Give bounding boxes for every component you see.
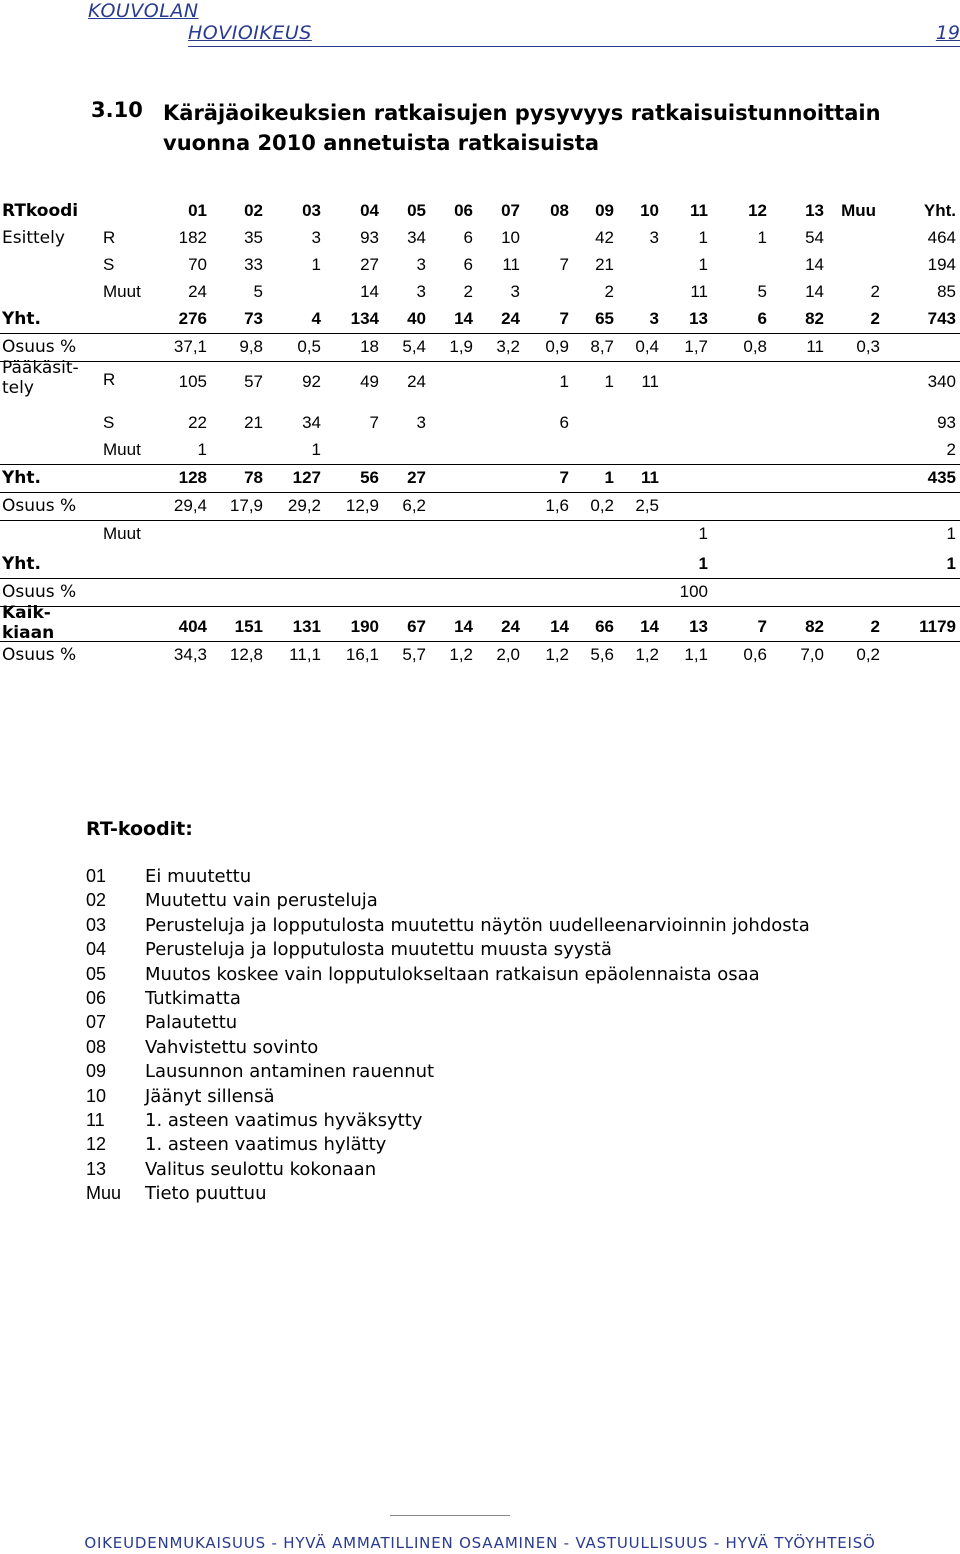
column-header: 12 bbox=[748, 201, 767, 220]
table-cell: 34 bbox=[302, 413, 321, 432]
column-header: 01 bbox=[188, 201, 207, 220]
column-header: 10 bbox=[640, 201, 659, 220]
legend-text: Perusteluja ja lopputulosta muutettu näytön uudelleenarvioinnin johdosta bbox=[145, 914, 810, 936]
table-cell: 0,2 bbox=[856, 645, 880, 664]
legend-text: Vahvistettu sovinto bbox=[145, 1036, 319, 1058]
footer-motto: OIKEUDENMUKAISUUS - HYVÄ AMMATILLINEN OSAAMINEN - VASTUULLISUUS - HYVÄ TYÖYHTEISÖ bbox=[84, 1534, 876, 1552]
table-row bbox=[0, 306, 960, 334]
row-sublabel: S bbox=[103, 255, 115, 274]
row-label: Osuus % bbox=[2, 645, 77, 665]
table-cell: 1 bbox=[604, 372, 614, 391]
table-cell: 3 bbox=[649, 309, 659, 328]
header-rule bbox=[188, 46, 960, 47]
table-row bbox=[0, 603, 960, 643]
table-cell: 5,6 bbox=[590, 645, 614, 664]
row-label: Esittely bbox=[2, 228, 65, 248]
table-cell: 27 bbox=[360, 255, 379, 274]
table-cell: 10 bbox=[501, 228, 520, 247]
table-cell: 127 bbox=[292, 468, 321, 487]
table-cell: 3 bbox=[416, 282, 426, 301]
table-cell: 100 bbox=[679, 582, 708, 601]
table-cell: 65 bbox=[595, 309, 614, 328]
table-cell: 105 bbox=[178, 372, 207, 391]
table-cell: 128 bbox=[178, 468, 207, 487]
table-cell: 0,5 bbox=[297, 337, 321, 356]
table-cell: 190 bbox=[350, 617, 379, 636]
legend-text: Ei muutettu bbox=[145, 866, 252, 887]
footer-rule bbox=[390, 1515, 510, 1516]
table-cell: 5,7 bbox=[402, 645, 426, 664]
stability-table bbox=[0, 198, 960, 669]
table-cell: 16,1 bbox=[345, 645, 379, 664]
legend-item bbox=[86, 1183, 810, 1207]
table-cell: 27 bbox=[407, 468, 426, 487]
table-cell: 0,2 bbox=[590, 496, 614, 515]
table-cell: 1179 bbox=[919, 617, 956, 636]
table-cell: 1 bbox=[946, 524, 956, 543]
table-row bbox=[0, 437, 960, 465]
table-cell: 1 bbox=[698, 524, 708, 543]
table-cell: 18 bbox=[360, 337, 379, 356]
table-cell: 435 bbox=[927, 468, 956, 487]
table-cell: 3 bbox=[649, 228, 659, 247]
table-row bbox=[0, 252, 960, 279]
header-org: KOUVOLAN bbox=[88, 0, 199, 22]
table-cell: 14 bbox=[805, 282, 824, 301]
table-cell: 2,0 bbox=[496, 645, 520, 664]
legend-text: Palautettu bbox=[145, 1012, 238, 1034]
legend-code: 03 bbox=[86, 914, 107, 935]
column-header: Yht. bbox=[923, 201, 956, 220]
column-header: 05 bbox=[407, 201, 426, 220]
table-cell: 1 bbox=[698, 255, 708, 274]
legend-code: 13 bbox=[86, 1158, 107, 1179]
legend-item bbox=[86, 915, 810, 939]
table-cell: 70 bbox=[188, 255, 207, 274]
table-cell: 54 bbox=[805, 228, 824, 247]
table-cell: 2 bbox=[870, 282, 880, 301]
table-cell: 5,4 bbox=[402, 337, 426, 356]
table-cell: 92 bbox=[302, 372, 321, 391]
table-cell: 0,6 bbox=[743, 645, 767, 664]
table-cell: 6 bbox=[463, 255, 473, 274]
column-header: 11 bbox=[690, 201, 708, 220]
row-label: Osuus % bbox=[2, 582, 77, 602]
legend-text: Perusteluja ja lopputulosta muutettu muusta syystä bbox=[145, 939, 612, 961]
table-cell: 57 bbox=[244, 372, 263, 391]
table-cell: 82 bbox=[805, 617, 824, 636]
table-header-row bbox=[0, 198, 960, 225]
row-label: Yht. bbox=[2, 468, 41, 488]
legend-text: Muutos koskee vain lopputulokseltaan ratkaisun epäolennaista osaa bbox=[145, 963, 760, 985]
table-cell: 42 bbox=[595, 228, 614, 247]
section-title: Käräjäoikeuksien ratkaisujen pysyvyys ratkaisuistunnoittain vuonna 2010 annetuista ratkaisuista bbox=[163, 101, 881, 155]
table-cell: 134 bbox=[350, 309, 379, 328]
table-cell: 85 bbox=[937, 282, 956, 301]
row-sublabel: S bbox=[103, 413, 115, 432]
legend-item bbox=[86, 1110, 810, 1134]
table-row bbox=[0, 579, 960, 607]
table-cell: 743 bbox=[927, 309, 956, 328]
table-cell: 9,8 bbox=[239, 337, 263, 356]
table-cell: 14 bbox=[454, 309, 473, 328]
section-number: 3.10 bbox=[91, 98, 143, 122]
table-cell: 11 bbox=[641, 372, 659, 391]
table-cell: 78 bbox=[244, 468, 263, 487]
legend-text: 1. asteen vaatimus hyväksytty bbox=[145, 1109, 423, 1131]
table-cell: 1 bbox=[311, 255, 321, 274]
table-cell: 7 bbox=[559, 468, 569, 487]
row-label: Yht. bbox=[2, 554, 41, 574]
row-sublabel: Muut bbox=[103, 524, 141, 543]
legend-code: 06 bbox=[86, 987, 107, 1008]
table-cell: 1 bbox=[197, 440, 207, 459]
table-cell: 11 bbox=[806, 337, 824, 356]
table-cell: 14 bbox=[640, 617, 659, 636]
table-cell: 340 bbox=[927, 372, 956, 391]
table-cell: 194 bbox=[927, 255, 956, 274]
legend-item bbox=[86, 1061, 810, 1085]
table-cell: 22 bbox=[188, 413, 207, 432]
column-header: 08 bbox=[550, 201, 569, 220]
table-cell: 0,4 bbox=[635, 337, 659, 356]
table-cell: 34,3 bbox=[173, 645, 207, 664]
table-cell: 33 bbox=[244, 255, 263, 274]
table-cell: 0,3 bbox=[856, 337, 880, 356]
legend bbox=[86, 818, 810, 1207]
table-cell: 14 bbox=[454, 617, 473, 636]
table-cell: 56 bbox=[360, 468, 379, 487]
legend-item bbox=[86, 1134, 810, 1158]
table-cell: 93 bbox=[360, 228, 379, 247]
table-cell: 1,2 bbox=[545, 645, 569, 664]
row-label: Kaik-kiaan bbox=[2, 603, 55, 643]
table-cell: 24 bbox=[407, 372, 426, 391]
column-header: 02 bbox=[244, 201, 263, 220]
table-cell: 182 bbox=[178, 228, 207, 247]
table-row bbox=[0, 465, 960, 493]
legend-code: 02 bbox=[86, 890, 107, 911]
table-row bbox=[0, 410, 960, 437]
legend-item bbox=[86, 1086, 810, 1110]
table-cell: 7 bbox=[757, 617, 767, 636]
table-cell: 21 bbox=[244, 413, 263, 432]
legend-text: 1. asteen vaatimus hylätty bbox=[145, 1134, 387, 1156]
legend-text: Valitus seulottu kokonaan bbox=[145, 1158, 377, 1180]
column-header: 03 bbox=[302, 201, 321, 220]
table-row bbox=[0, 279, 960, 306]
table-cell: 11 bbox=[502, 255, 520, 274]
legend-item bbox=[86, 964, 810, 988]
table-cell: 5 bbox=[253, 282, 263, 301]
column-header: 06 bbox=[454, 201, 473, 220]
table-row bbox=[0, 334, 960, 362]
table-cell: 1 bbox=[311, 440, 321, 459]
legend-code: 08 bbox=[86, 1036, 107, 1057]
legend-item bbox=[86, 988, 810, 1012]
table-cell: 1 bbox=[757, 228, 767, 247]
table-cell: 4 bbox=[311, 309, 321, 328]
legend-code: 12 bbox=[86, 1134, 107, 1155]
table-cell: 29,2 bbox=[287, 496, 321, 515]
legend-item bbox=[86, 1159, 810, 1183]
legend-text: Jäänyt sillensä bbox=[145, 1085, 275, 1107]
table-cell: 1,2 bbox=[449, 645, 473, 664]
legend-item bbox=[86, 1037, 810, 1061]
legend-item bbox=[86, 939, 810, 963]
legend-code: 05 bbox=[86, 963, 107, 984]
table-cell: 24 bbox=[501, 309, 520, 328]
table-cell: 3 bbox=[416, 255, 426, 274]
table-cell: 3 bbox=[510, 282, 520, 301]
table-cell: 73 bbox=[244, 309, 263, 328]
table-cell: 2 bbox=[870, 309, 880, 328]
table-cell: 37,1 bbox=[173, 337, 207, 356]
table-cell: 0,8 bbox=[743, 337, 767, 356]
legend-code: 01 bbox=[86, 866, 107, 886]
table-cell: 11,1 bbox=[289, 645, 321, 664]
table-cell: 7 bbox=[559, 309, 569, 328]
column-header: 09 bbox=[595, 201, 614, 220]
table-cell: 6 bbox=[559, 413, 569, 432]
table-row bbox=[0, 225, 960, 252]
row-label: Osuus % bbox=[2, 496, 77, 516]
table-cell: 14 bbox=[360, 282, 379, 301]
table-cell: 29,4 bbox=[173, 496, 207, 515]
table-row bbox=[0, 642, 960, 669]
legend-code: Muu bbox=[86, 1183, 122, 1204]
table-cell: 1 bbox=[946, 554, 956, 573]
row-sublabel: Muut bbox=[103, 282, 141, 301]
column-header: 04 bbox=[360, 201, 379, 220]
table-cell: 3 bbox=[416, 413, 426, 432]
column-header: 07 bbox=[501, 201, 520, 220]
table-cell: 24 bbox=[501, 617, 520, 636]
table-cell: 6 bbox=[463, 228, 473, 247]
table-cell: 8,7 bbox=[590, 337, 614, 356]
table-cell: 131 bbox=[292, 617, 321, 636]
table-row bbox=[0, 551, 960, 579]
header-court: HOVIOIKEUS bbox=[188, 22, 312, 44]
legend-text: Lausunnon antaminen rauennut bbox=[145, 1061, 435, 1083]
legend-item bbox=[86, 890, 810, 914]
table-cell: 14 bbox=[550, 617, 569, 636]
column-header: 13 bbox=[805, 201, 824, 220]
table-cell: 1 bbox=[698, 228, 708, 247]
legend-item bbox=[86, 1012, 810, 1036]
legend-item bbox=[86, 866, 810, 890]
legend-code: 10 bbox=[86, 1085, 107, 1106]
table-cell: 1 bbox=[604, 468, 614, 487]
table-cell: 49 bbox=[360, 372, 379, 391]
legend-text: Muutettu vain perusteluja bbox=[145, 890, 378, 912]
table-cell: 1,1 bbox=[684, 645, 708, 664]
table-cell: 2 bbox=[463, 282, 473, 301]
table-cell: 11 bbox=[690, 282, 708, 301]
table-cell: 464 bbox=[927, 228, 956, 247]
column-header: RTkoodi bbox=[2, 201, 79, 221]
table-cell: 1,6 bbox=[545, 496, 569, 515]
table-row bbox=[0, 358, 960, 410]
legend-text: Tieto puuttuu bbox=[145, 1183, 267, 1205]
legend-code: 07 bbox=[86, 1012, 107, 1033]
table-cell: 12,8 bbox=[229, 645, 263, 664]
table-cell: 2 bbox=[870, 617, 880, 636]
table-row bbox=[0, 493, 960, 521]
table-cell: 2 bbox=[946, 440, 956, 459]
table-cell: 0,9 bbox=[545, 337, 569, 356]
column-header: Muu bbox=[841, 201, 876, 220]
table-cell: 6,2 bbox=[402, 496, 426, 515]
table-cell: 11 bbox=[641, 468, 659, 487]
row-sublabel: R bbox=[103, 370, 116, 389]
table-cell: 7,0 bbox=[800, 645, 824, 664]
table-cell: 1,7 bbox=[684, 337, 708, 356]
table-cell: 2,5 bbox=[635, 496, 659, 515]
table-cell: 6 bbox=[757, 309, 767, 328]
table-cell: 1 bbox=[698, 554, 708, 573]
table-cell: 1 bbox=[559, 372, 569, 391]
table-cell: 14 bbox=[805, 255, 824, 274]
table-cell: 17,9 bbox=[229, 496, 263, 515]
table-cell: 13 bbox=[689, 617, 708, 636]
row-sublabel: Muut bbox=[103, 440, 141, 459]
table-cell: 93 bbox=[937, 413, 956, 432]
row-sublabel: R bbox=[103, 228, 116, 247]
table-cell: 24 bbox=[188, 282, 207, 301]
table-cell: 7 bbox=[369, 413, 379, 432]
table-cell: 7 bbox=[559, 255, 569, 274]
table-cell: 34 bbox=[407, 228, 426, 247]
row-label: Pääkäsit-tely bbox=[2, 358, 79, 398]
legend-list bbox=[86, 866, 810, 1207]
table-cell: 1,9 bbox=[449, 337, 473, 356]
table-cell: 3,2 bbox=[496, 337, 520, 356]
page-number: 19 bbox=[935, 22, 960, 44]
table-cell: 35 bbox=[244, 228, 263, 247]
table-cell: 2 bbox=[604, 282, 614, 301]
table-cell: 1,2 bbox=[635, 645, 659, 664]
table-cell: 82 bbox=[805, 309, 824, 328]
table-cell: 3 bbox=[311, 228, 321, 247]
legend-code: 11 bbox=[86, 1109, 105, 1130]
table-cell: 5 bbox=[757, 282, 767, 301]
table-cell: 40 bbox=[407, 309, 426, 328]
table-cell: 404 bbox=[178, 617, 207, 636]
table-cell: 12,9 bbox=[345, 496, 379, 515]
row-label: Yht. bbox=[2, 309, 41, 329]
table-cell: 13 bbox=[689, 309, 708, 328]
table-cell: 276 bbox=[178, 309, 207, 328]
row-label: Osuus % bbox=[2, 337, 77, 357]
table-cell: 66 bbox=[595, 617, 614, 636]
table-cell: 21 bbox=[595, 255, 614, 274]
table-row bbox=[0, 521, 960, 551]
legend-text: Tutkimatta bbox=[145, 987, 241, 1009]
table-cell: 151 bbox=[234, 617, 263, 636]
legend-code: 04 bbox=[86, 939, 107, 960]
legend-title: RT-koodit: bbox=[86, 818, 193, 840]
table-cell: 67 bbox=[407, 617, 426, 636]
legend-code: 09 bbox=[86, 1061, 107, 1082]
